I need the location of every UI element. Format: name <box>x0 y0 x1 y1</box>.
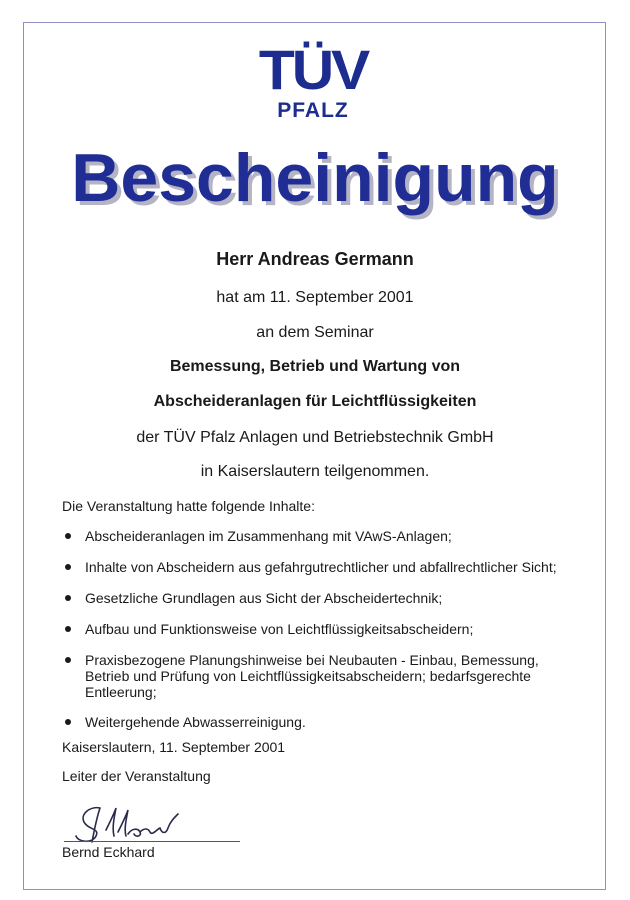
list-item-text: Abscheideranlagen im Zusammenhang mit VAwS-Anlagen; <box>85 528 452 544</box>
list-item-text: Aufbau und Funktionsweise von Leichtflüssigkeitsabscheidern; <box>85 621 474 637</box>
list-item-text: Gesetzliche Grundlagen aus Sicht der Abscheidertechnik; <box>85 590 443 606</box>
attendance-date: hat am 11. September 2001 <box>216 289 414 306</box>
tuv-pfalz-logo <box>258 40 368 122</box>
list-item <box>62 590 582 606</box>
seminar-title-line-2: Abscheideranlagen für Leichtflüssigkeiten <box>153 393 477 410</box>
organizer: der TÜV Pfalz Anlagen und Betriebstechnik GmbH <box>136 429 494 446</box>
contents-list <box>62 528 582 745</box>
bullet-icon <box>65 595 71 601</box>
bullet-icon <box>65 564 71 570</box>
seminar-title-line-1: Bemessung, Betrieb und Wartung von <box>169 358 461 375</box>
bullet-icon <box>65 657 71 663</box>
signature-line <box>64 841 240 842</box>
list-item <box>62 528 582 544</box>
bullet-icon <box>65 626 71 632</box>
list-item <box>62 652 582 700</box>
leader-label: Leiter der Veranstaltung <box>62 768 211 784</box>
place-and-date: Kaiserslautern, 11. September 2001 <box>62 739 286 755</box>
logo-mark: TÜV <box>258 38 368 101</box>
list-item-text: Weitergehende Abwasserreinigung. <box>85 714 306 730</box>
seminar-intro: an dem Seminar <box>256 324 374 341</box>
list-item <box>62 559 582 575</box>
list-item-text: Inhalte von Abscheidern aus gefahrgutrechtlicher und abfallrechtlicher Sicht; <box>85 559 557 575</box>
bullet-icon <box>65 533 71 539</box>
location-line: in Kaiserslautern teilgenommen. <box>200 463 430 480</box>
list-item <box>62 714 582 730</box>
signer-name: Bernd Eckhard <box>62 844 155 860</box>
list-item <box>62 621 582 637</box>
certificate-title: Bescheinigung <box>71 140 559 216</box>
list-item-text: Praxisbezogene Planungshinweise bei Neubauten - Einbau, Bemessung, Betrieb und Prüfung von Leichtflüssigkeitsabscheidern; bedarfsgerechte Entleerung; <box>85 652 539 700</box>
handwritten-signature <box>70 800 210 846</box>
contents-intro: Die Veranstaltung hatte folgende Inhalte: <box>62 498 315 514</box>
recipient-name: Herr Andreas Germann <box>216 249 414 269</box>
bullet-icon <box>65 719 71 725</box>
logo-subtitle: PFALZ <box>277 99 349 122</box>
